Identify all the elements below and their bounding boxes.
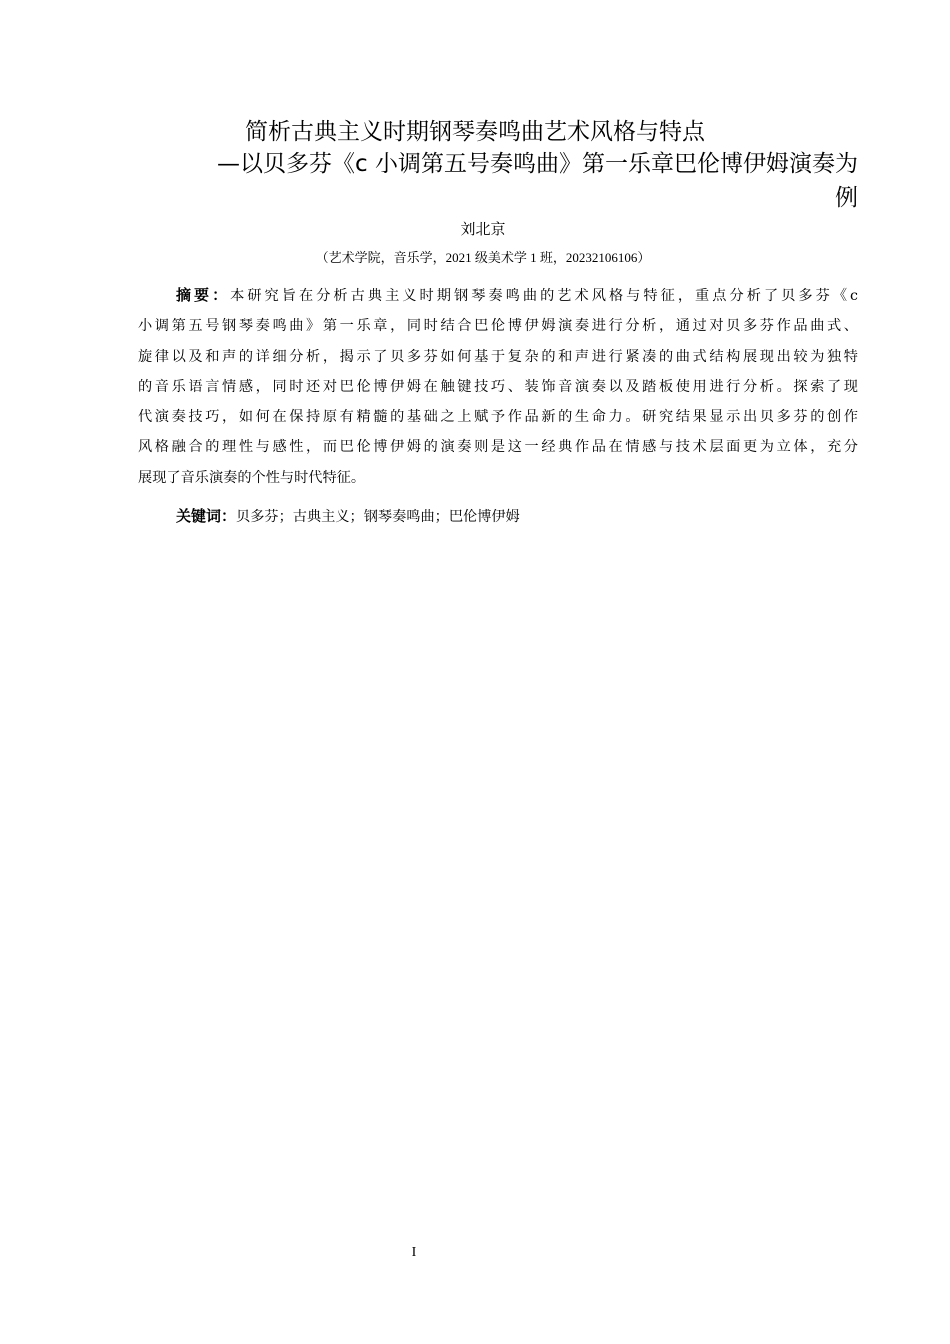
abstract-line: 代演奏技巧，如何在保持原有精髓的基础之上赋予作品新的生命力。研究结果显示出贝多芬的创作 xyxy=(138,409,858,426)
title-line-3: 例 xyxy=(835,185,858,211)
abstract-line: 小调第五号钢琴奏鸣曲》第一乐章，同时结合巴伦博伊姆演奏进行分析，通过对贝多芬作品曲式、 xyxy=(138,318,858,335)
page-number: I xyxy=(411,1245,417,1260)
keywords-label: 关键词： xyxy=(176,507,237,525)
abstract-paragraph xyxy=(138,280,858,493)
title-line-1: 简析古典主义时期钢琴奏鸣曲艺术风格与特点 xyxy=(245,119,705,145)
author-affiliation: （艺术学院，音乐学，2021 级美术学 1 班，20232106106） xyxy=(315,250,651,265)
abstract-label: 摘要： xyxy=(176,286,231,304)
keywords-line xyxy=(176,504,520,529)
abstract-line xyxy=(138,280,858,311)
abstract-line: 的音乐语言情感，同时还对巴伦博伊姆在触键技巧、装饰音演奏以及踏板使用进行分析。探索了现 xyxy=(138,378,858,395)
abstract-line: 旋律以及和声的详细分析，揭示了贝多芬如何基于复杂的和声进行紧凑的曲式结构展现出较为独特 xyxy=(138,348,858,365)
abstract-text: 本研究旨在分析古典主义时期钢琴奏鸣曲的艺术风格与特征，重点分析了贝多芬《c xyxy=(230,288,858,304)
author-name: 刘北京 xyxy=(460,220,506,238)
abstract-line: 展现了音乐演奏的个性与时代特征。 xyxy=(138,469,366,486)
title-line-2: —以贝多芬《c 小调第五号奏鸣曲》第一乐章巴伦博伊姆演奏为 xyxy=(217,151,858,177)
abstract-line: 风格融合的理性与感性，而巴伦博伊姆的演奏则是这一经典作品在情感与技术层面更为立体，充分 xyxy=(138,439,858,456)
keywords-text: 贝多芬；古典主义；钢琴奏鸣曲；巴伦博伊姆 xyxy=(236,509,520,525)
